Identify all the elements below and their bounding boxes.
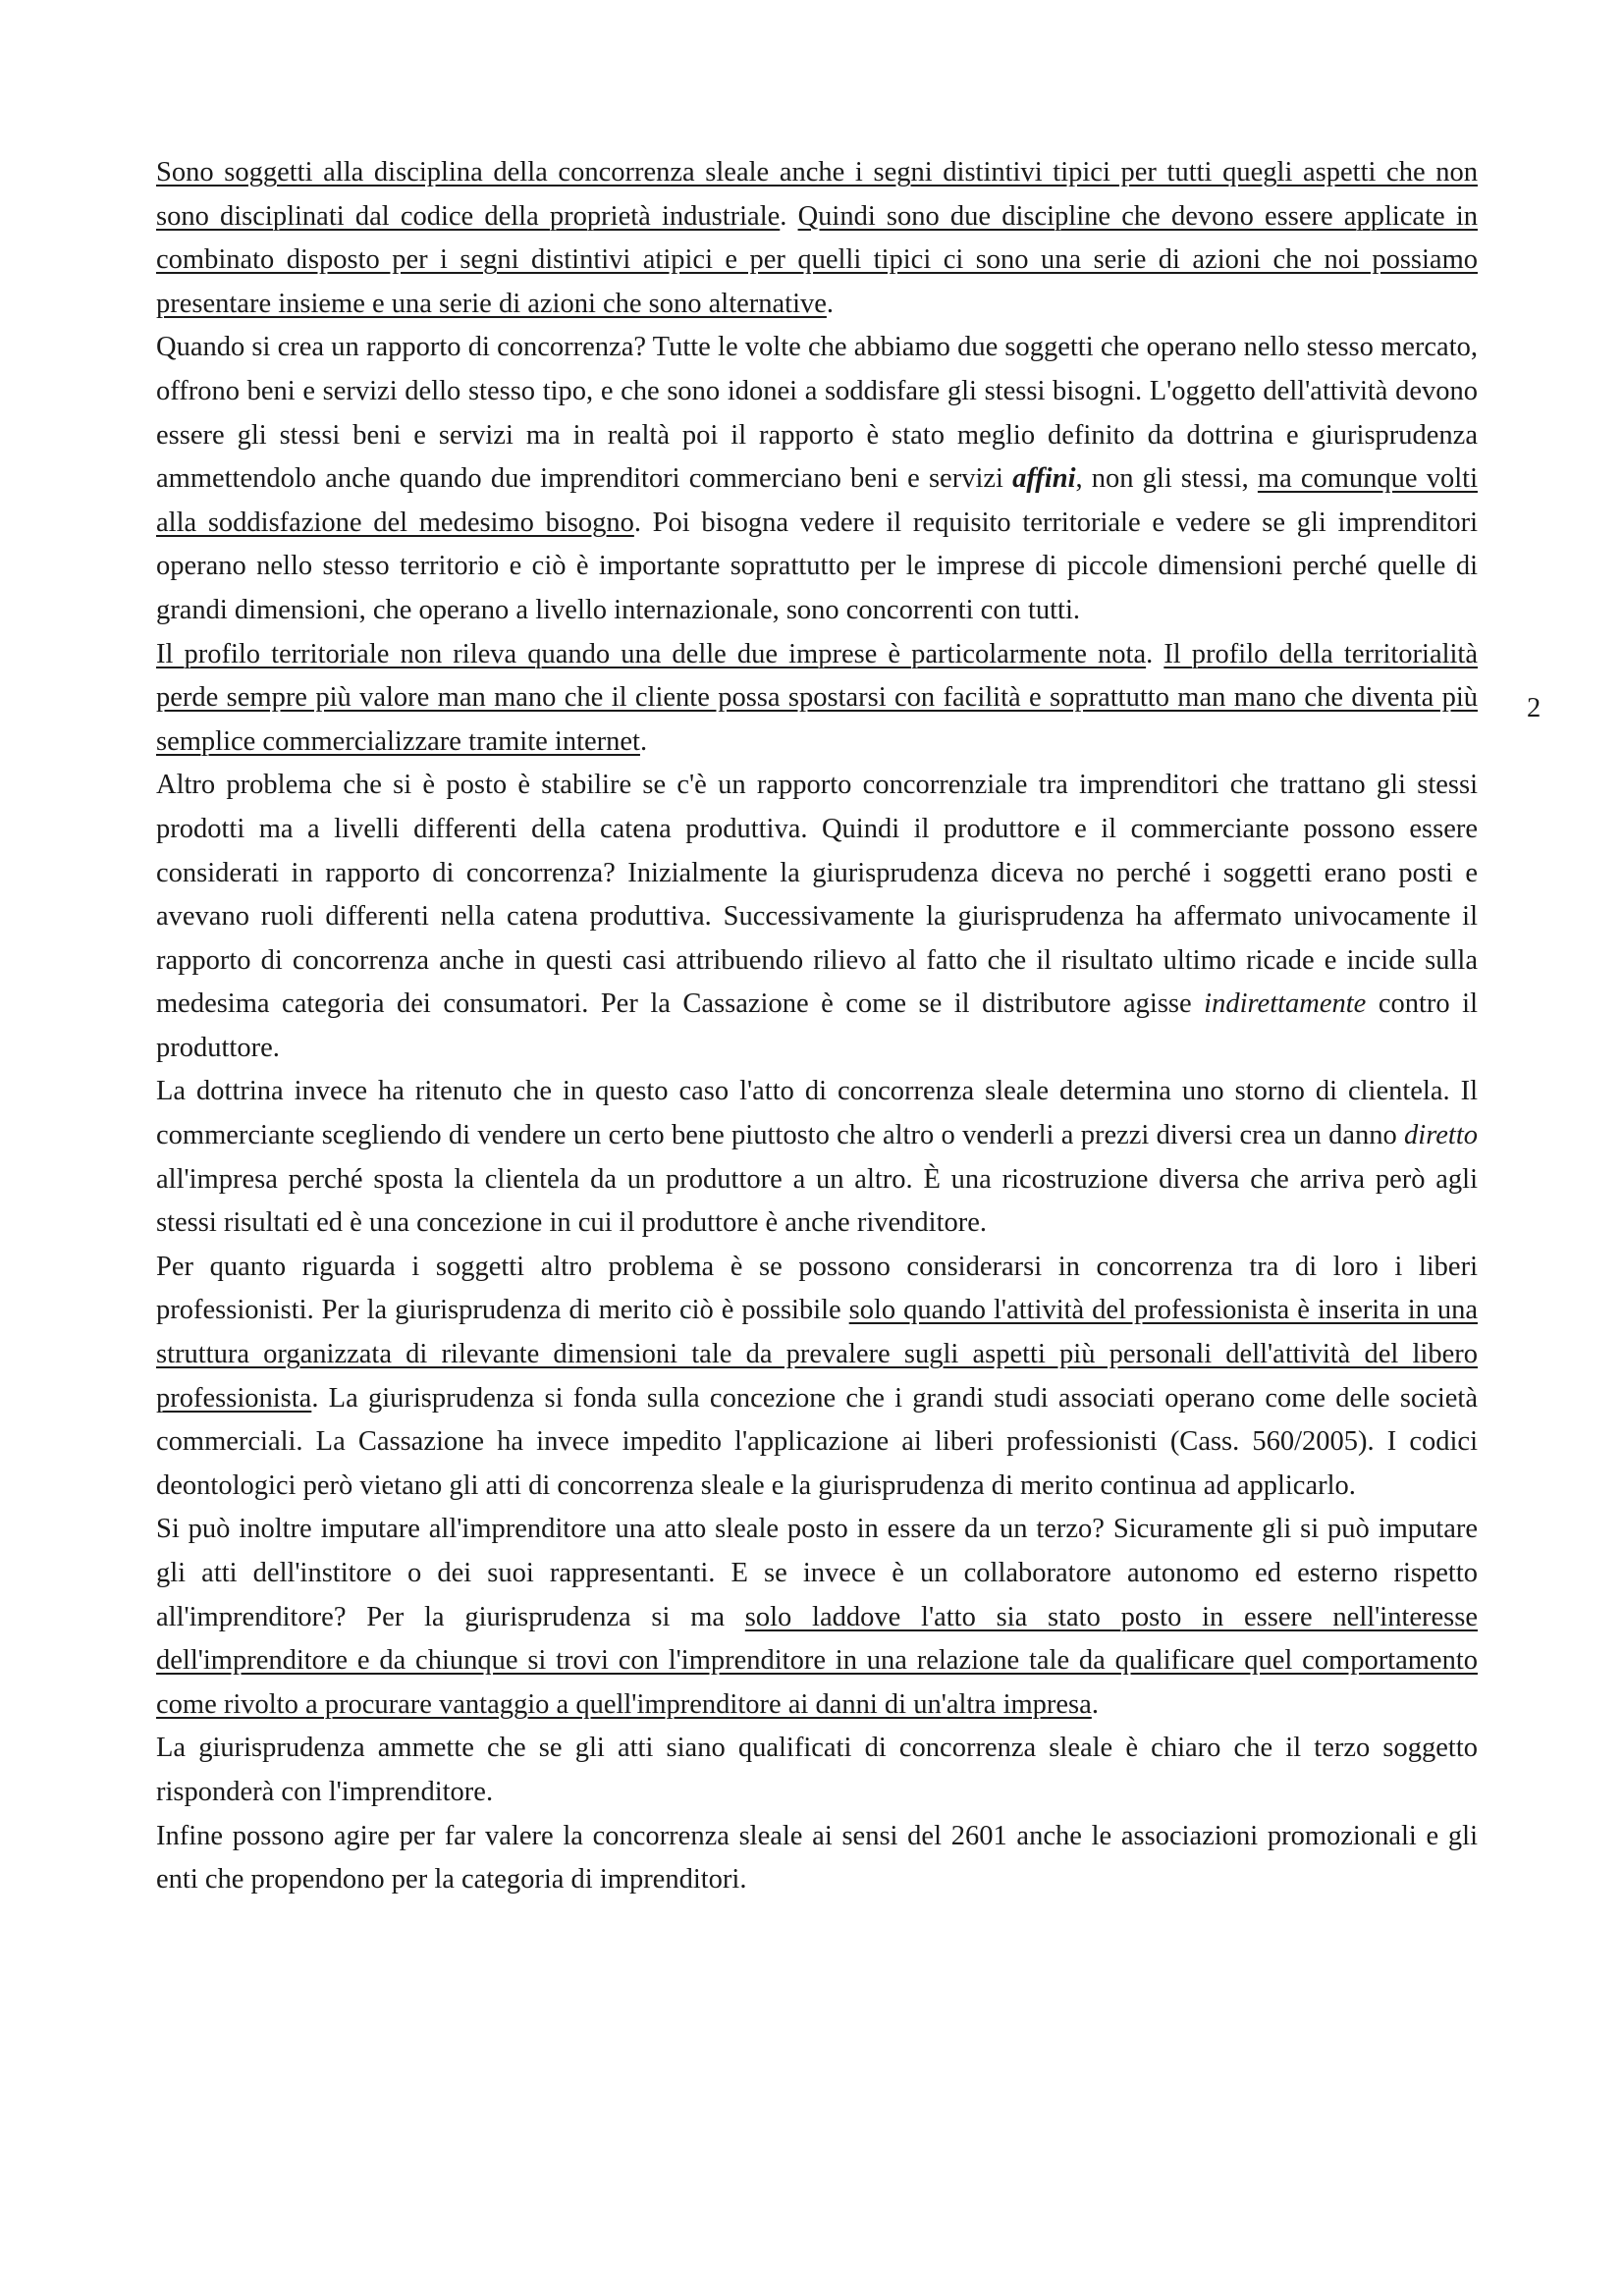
paragraph — [156, 1246, 1478, 1509]
text-segment: . — [639, 725, 648, 757]
paragraph — [156, 633, 1478, 765]
text-segment: solo quando l'attività del professionista è inserita in una struttura organizzata di rilevante dimensioni tale da prevalere sugli aspetti più personali dell'attività del libero professionista — [156, 1295, 1478, 1414]
text-segment: Per quanto riguarda i soggetti altro problema è se possono considerarsi in concorrenza tra di loro i liberi professionisti. Per la giurisprudenza di merito ciò è possibile — [156, 1251, 1478, 1326]
paragraph — [156, 326, 1478, 632]
text-segment: Infine possono agire per far valere la concorrenza sleale ai sensi del 2601 anche le associazioni promozionali e gli enti che propendono per la categoria di imprenditori. — [156, 1820, 1478, 1896]
text-segment: . Poi bisogna vedere il requisito territoriale e vedere se gli imprenditori operano nello stesso territorio e ciò è importante soprattutto per le imprese di piccole dimensioni perché quelle di grandi dimensioni, che operano a livello internazionale, sono concorrenti con tutti. — [156, 507, 1478, 625]
text-segment: solo laddove l'atto sia stato posto in essere nell'interesse dell'imprenditore e da chiunque si trovi con l'imprenditore in una relazione tale da qualificare quel comportamento come rivolto a procurare vantaggio a quell'imprenditore ai danni di un'altra impresa — [156, 1601, 1478, 1720]
text-segment: La giurisprudenza ammette che se gli atti siano qualificati di concorrenza sleale è chiaro che il terzo soggetto risponderà con l'imprenditore. — [156, 1733, 1478, 1807]
page-number: 2 — [1527, 693, 1542, 723]
text-segment: Sono soggetti alla disciplina della concorrenza sleale anche i segni distintivi tipici per tutti quegli aspetti che non sono disciplinati dal codice della proprietà industriale — [156, 157, 1478, 232]
paragraph — [156, 1508, 1478, 1727]
text-segment: Quindi sono due discipline che devono essere applicate in combinato disposto per i segni distintivi atipici e per quelli tipici ci sono una serie di azioni che noi possiamo presentare insieme e una serie di azioni che sono alternative — [156, 200, 1478, 319]
text-segment: Si può inoltre imputare all'imprenditore una atto sleale posto in essere da un terzo? Sicuramente gli si può imputare gli atti dell'institore o dei suoi rappresentanti. E se invece è un collaboratore autonomo ed esterno rispetto all'imprenditore? Per la giurisprudenza si ma — [156, 1514, 1478, 1632]
text-segment: Altro problema che si è posto è stabilire se c'è un rapporto concorrenziale tra imprenditori che trattano gli stessi prodotti ma a livelli differenti della catena produttiva. Quindi il produttore e il commerciante possono essere considerati in rapporto di concorrenza? Inizialmente la giurisprudenza diceva no perché i soggetti erano posti e avevano ruoli differenti nella catena produttiva. Successivamente la giurisprudenza ha affermato univocamente il rapporto di concorrenza anche in questi casi attribuendo rilievo al fatto che il risultato ultimo ricade e incide sulla medesima categoria dei consumatori. Per la Cassazione è come se il distributore agisse — [156, 770, 1478, 1020]
text-segment: . — [780, 200, 798, 232]
text-segment: . La giurisprudenza si fonda sulla concezione che i grandi studi associati operano come delle società commerciali. La Cassazione ha invece impedito l'applicazione ai liberi professionisti (Cass. 560/2005). I codici deontologici però vietano gli atti di concorrenza sleale e la giurisprudenza di merito continua ad applicarlo. — [156, 1382, 1478, 1501]
text-segment: diretto — [1404, 1120, 1478, 1151]
text-segment: . — [1146, 638, 1164, 669]
text-segment: . — [1091, 1688, 1099, 1720]
text-segment: . — [826, 288, 835, 319]
text-segment: Il profilo della territorialità perde sempre più valore man mano che il cliente possa spostarsi con facilità e soprattutto man mano che diventa più semplice commercializzare tramite internet — [156, 638, 1478, 757]
text-segment: , non gli stessi, — [1075, 463, 1258, 495]
document-body — [156, 151, 1478, 1902]
text-segment: Quando si crea un rapporto di concorrenza? Tutte le volte che abbiamo due soggetti che operano nello stesso mercato, offrono beni e servizi dello stesso tipo, e che sono idonei a soddisfare gli stessi bisogni. L'oggetto dell'attività devono essere gli stessi beni e servizi ma in realtà poi il rapporto è stato meglio definito da dottrina e giurisprudenza ammettendolo anche quando due imprenditori commerciano beni e servizi — [156, 332, 1478, 495]
text-segment: contro il produttore. — [156, 988, 1478, 1063]
paragraph — [156, 151, 1478, 326]
text-segment: ma comunque volti alla soddisfazione del medesimo bisogno — [156, 463, 1478, 538]
paragraph — [156, 1727, 1478, 1814]
text-segment: La dottrina invece ha ritenuto che in questo caso l'atto di concorrenza sleale determina uno storno di clientela. Il commerciante scegliendo di vendere un certo bene piuttosto che altro o venderli a prezzi diversi crea un danno — [156, 1076, 1478, 1151]
text-segment: all'impresa perché sposta la clientela da un produttore a un altro. È una ricostruzione diversa che arriva però agli stessi risultati ed è una concezione in cui il produttore è anche rivenditore. — [156, 1163, 1478, 1239]
paragraph — [156, 1815, 1478, 1902]
paragraph — [156, 764, 1478, 1070]
text-segment: indirettamente — [1204, 988, 1367, 1020]
paragraph — [156, 1070, 1478, 1245]
text-segment: Il profilo territoriale non rileva quando una delle due imprese è particolarmente nota — [156, 638, 1147, 669]
text-segment: affini — [1012, 463, 1076, 495]
